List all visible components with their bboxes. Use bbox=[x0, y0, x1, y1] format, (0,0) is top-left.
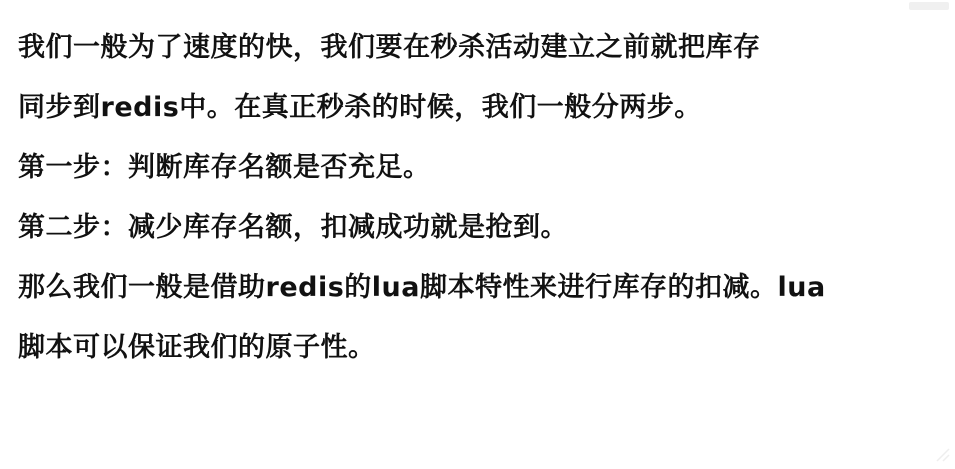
paragraph-line-3: 第一步：判断库存名额是否充足。 bbox=[18, 152, 431, 183]
watermark-mark bbox=[909, 0, 949, 12]
paragraph-line-1: 我们一般为了速度的快，我们要在秒杀活动建立之前就把库存 bbox=[18, 32, 761, 63]
resize-grip-icon bbox=[935, 447, 951, 463]
document-body bbox=[18, 28, 943, 388]
paragraph-line-2: 同步到redis中。在真正秒杀的时候，我们一般分两步。 bbox=[18, 92, 702, 123]
paragraph-line-6: 脚本可以保证我们的原子性。 bbox=[18, 332, 376, 363]
paragraph-line-5: 那么我们一般是借助redis的lua脚本特性来进行库存的扣减。lua bbox=[18, 272, 826, 303]
paragraph-line-4: 第二步：减少库存名额，扣减成功就是抢到。 bbox=[18, 212, 568, 243]
